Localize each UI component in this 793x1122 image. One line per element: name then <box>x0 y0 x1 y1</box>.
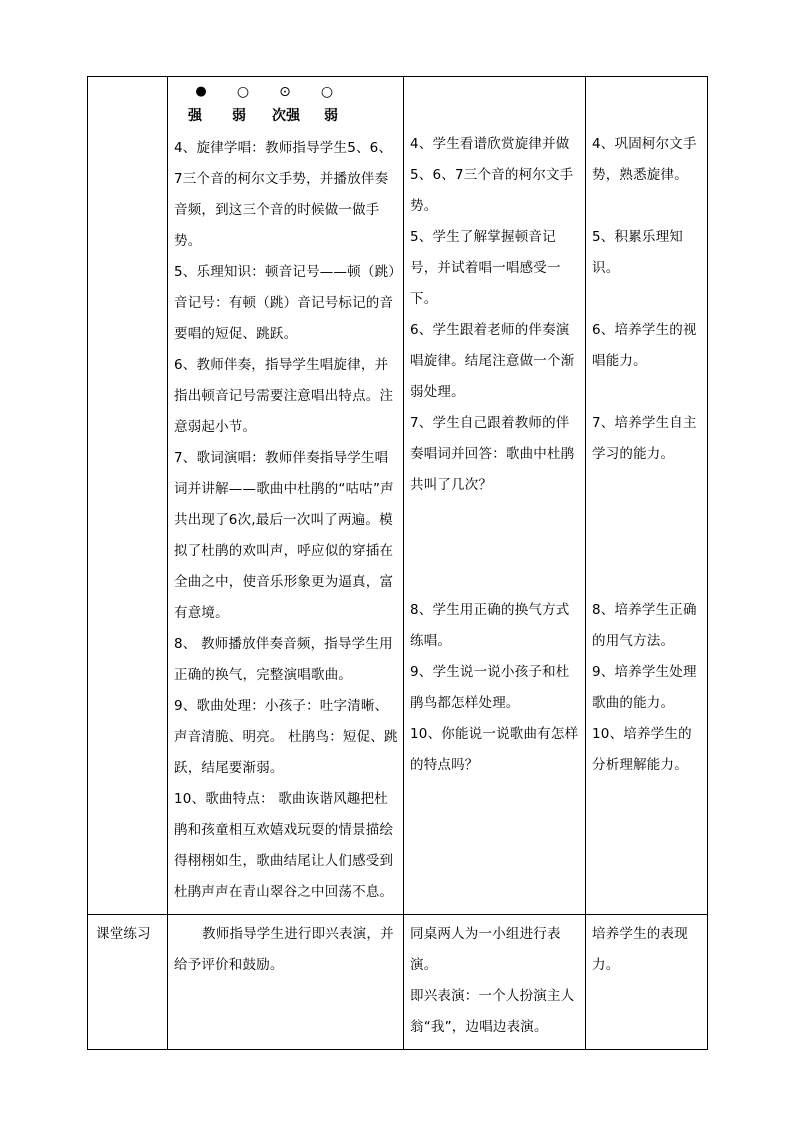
practice-student-text-1: 同桌两人为一小组进行表演。 <box>410 926 561 973</box>
practice-student-text-2: 即兴表演：一个人扮演主人翁“我”，边唱边表演。 <box>410 988 575 1035</box>
strong-beat-symbol: ● <box>195 84 207 99</box>
weak-beat-label: 弱 <box>232 108 246 124</box>
rhythm-diagram <box>168 77 403 133</box>
student-step-7: 7、学生自己跟着教师的伴奏唱词并回答：歌曲中杜鹃共叫了几次？ <box>410 415 575 493</box>
teacher-step-4: 4、旋律学唱：教师指导学生5、6、7三个音的柯尔文手势，并播放伴奏音频，到这三个音的时候做一做手势。 <box>174 140 393 249</box>
lesson-plan-table <box>87 76 708 1050</box>
weak-beat-label: 弱 <box>324 108 338 124</box>
practice-label-cell <box>88 915 168 1050</box>
purpose-step-6: 6、培养学生的视唱能力。 <box>592 322 697 369</box>
student-step-9: 9、学生说一说小孩子和杜鹃鸟都怎样处理。 <box>410 664 570 711</box>
weak-beat-symbol: ○ <box>320 84 334 100</box>
practice-purpose-cell <box>586 915 708 1050</box>
teacher-step-7: 7、歌词演唱：教师伴奏指导学生唱词并讲解——歌曲中杜鹃的“咕咕”声共出现了6次,最后一次叫了两遍。模拟了杜鹃的欢叫声，呼应似的穿插在全曲之中，使音乐形象更为逼真，富有意境。 <box>174 450 394 621</box>
sub-strong-beat-symbol: ⊙ <box>279 84 291 100</box>
teacher-step-9: 9、歌曲处理：小孩子：吐字清晰、声音清脆、明亮。 杜鹃鸟：短促、跳跃，结尾要渐弱。 <box>174 698 398 776</box>
rhythm-labels <box>168 103 403 133</box>
practice-teacher-cell <box>168 915 404 1050</box>
teacher-activity-cell <box>168 77 404 915</box>
practice-student-cell <box>404 915 586 1050</box>
teacher-step-10: 10、歌曲特点： 歌曲诙谐风趣把杜鹃和孩童相互欢嬉戏玩耍的情景描绘得栩栩如生，歌曲结尾让人们感受到杜鹃声声在青山翠谷之中回荡不息。 <box>174 791 394 900</box>
student-step-4: 4、学生看谱欣赏旋律并做5、6、7三个音的柯尔文手势。 <box>410 136 574 214</box>
weak-beat-symbol: ○ <box>236 84 250 100</box>
section-label-cell <box>88 77 168 915</box>
practice-teacher-text: 教师指导学生进行即兴表演，并给予评价和鼓励。 <box>174 926 394 973</box>
student-activity-cell <box>404 77 586 915</box>
purpose-cell <box>586 77 708 915</box>
student-step-5: 5、学生了解掌握顿音记号，并试着唱一唱感受一下。 <box>410 229 561 307</box>
student-step-6: 6、学生跟着老师的伴奏演唱旋律。结尾注意做一个渐弱处理。 <box>410 322 575 400</box>
strong-beat-label: 强 <box>188 108 202 124</box>
student-step-10: 10、你能说一说歌曲有怎样的特点吗？ <box>410 726 579 773</box>
practice-label: 课堂练习 <box>96 926 151 942</box>
activity-row <box>88 77 708 915</box>
purpose-step-10: 10、培养学生的分析理解能力。 <box>592 726 692 773</box>
purpose-step-9: 9、培养学生处理歌曲的能力。 <box>592 664 697 711</box>
practice-row <box>88 915 708 1050</box>
sub-strong-beat-label: 次强 <box>272 108 300 124</box>
teacher-step-5: 5、乐理知识：顿音记号——顿（跳）音记号：有顿（跳）音记号标记的音要唱的短促、跳跃。 <box>174 264 396 342</box>
teacher-step-8: 8、 教师播放伴奏音频，指导学生用正确的换气，完整演唱歌曲。 <box>174 636 393 683</box>
student-step-8: 8、学生用正确的换气方式练唱。 <box>410 602 570 649</box>
purpose-step-5: 5、积累乐理知识。 <box>592 229 683 276</box>
rhythm-symbols <box>168 77 403 103</box>
purpose-step-7: 7、培养学生自主学习的能力。 <box>592 415 697 462</box>
purpose-step-8: 8、培养学生正确的用气方法。 <box>592 602 697 649</box>
practice-purpose-text: 培养学生的表现力。 <box>592 926 688 973</box>
purpose-step-4: 4、巩固柯尔文手势，熟悉旋律。 <box>592 136 697 183</box>
teacher-step-6: 6、教师伴奏，指导学生唱旋律，并指出顿音记号需要注意唱出特点。注意弱起小节。 <box>174 357 394 435</box>
